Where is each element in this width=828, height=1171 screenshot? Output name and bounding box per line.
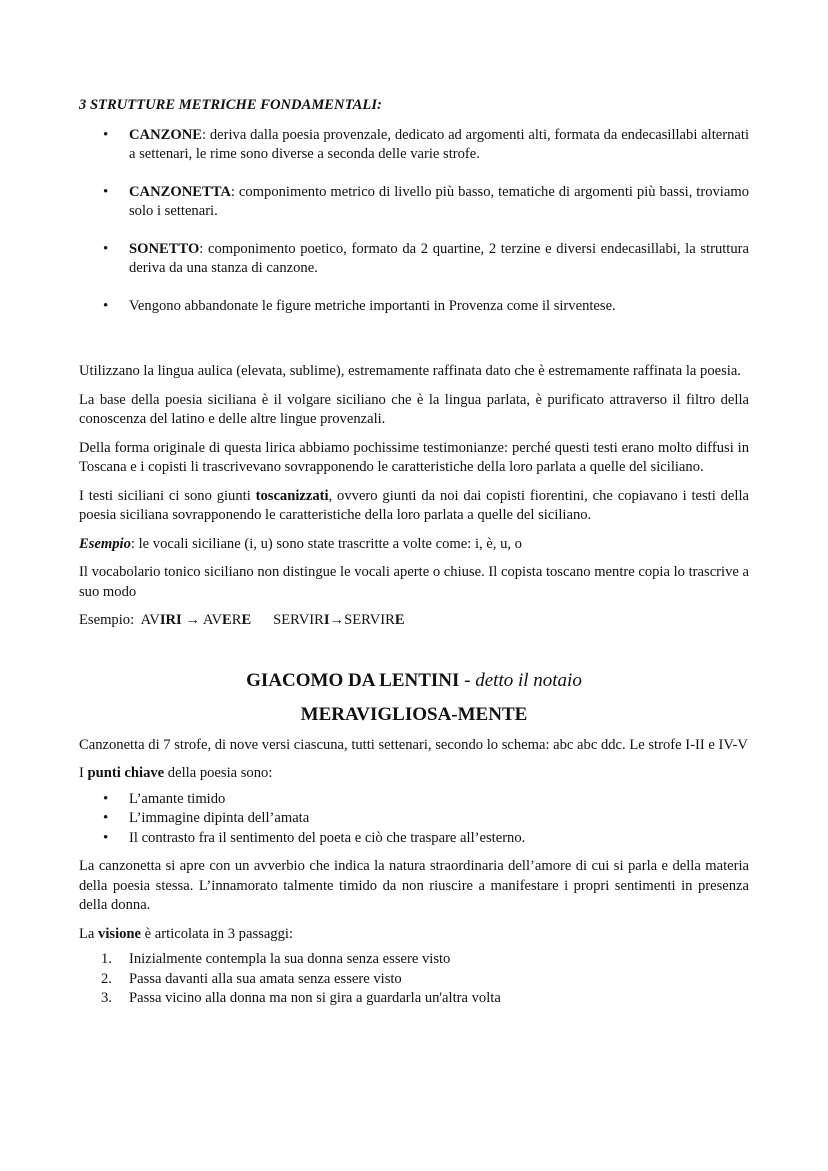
list-item-text: : deriva dalla poesia provenzale, dedicato ad argomenti alti, formata da endecasillabi alternati a settenari, le rime sono diverse a seconda delle varie strofe. xyxy=(129,126,749,162)
example-label: Esempio: xyxy=(79,612,141,628)
list-item-text: Passa vicino alla donna ma non si gira a guardarla un'altra volta xyxy=(129,990,501,1006)
paragraph-esempio-vocali xyxy=(79,535,749,555)
list-item xyxy=(79,970,749,990)
paragraph-intro: Canzonetta di 7 strofe, di nove versi ciascuna, tutti settenari, secondo lo schema: abc abc ddc. Le strofe I-II e IV-V xyxy=(79,736,748,753)
paragraph-toscanizzati xyxy=(79,487,749,526)
paragraph-volgare: La base della poesia siciliana è il volgare siciliano che è la lingua parlata, è purificato attraverso il filtro della conoscenza del latino e delle altre lingue provenzali. xyxy=(79,391,749,427)
text-run: , ovvero giunti da noi dai copisti fiorentini, che copiavano i testi della poesia siciliana sovrapponendo le caratteristiche della loro parlata a quelle del siciliano. xyxy=(79,487,749,523)
arrow-glyph: → xyxy=(181,612,203,628)
list-item xyxy=(79,829,749,849)
list-item-text: : componimento poetico, formato da 2 quartine, 2 terzine e diversi endecasillabi, la struttura deriva da una stanza di canzone. xyxy=(129,240,749,276)
term-canzone: CANZONE xyxy=(129,126,202,143)
list-item-text: L’amante timido xyxy=(129,790,226,807)
text-run: I xyxy=(79,765,88,781)
paragraph-keypoints-intro xyxy=(79,764,749,784)
text-run: R xyxy=(231,612,242,628)
text-run: AV xyxy=(202,612,223,628)
poem-title: MERAVIGLIOSA-MENTE xyxy=(300,703,528,725)
bold-run: IRI xyxy=(159,612,182,628)
list-item-text: Vengono abbandonate le figure metriche importanti in Provenza come il sirventese. xyxy=(129,297,616,314)
bold-run: E xyxy=(394,612,405,628)
text-run: : le vocali siciliane (i, u) sono state trascritte a volte come: i, è, u, o xyxy=(130,535,522,552)
bold-run: E xyxy=(241,612,252,628)
list-item xyxy=(79,989,749,1009)
section-heading: 3 STRUTTURE METRICHE FONDAMENTALI: xyxy=(79,97,382,113)
list-item xyxy=(79,126,749,165)
bold-term: punti chiave xyxy=(87,765,165,781)
text-run: AV xyxy=(140,612,160,628)
list-item xyxy=(79,950,749,970)
list-item xyxy=(79,809,749,829)
paragraph-canzonetta: La canzonetta si apre con un avverbio che indica la natura straordinaria dell’amore di cui si parla e della materia della poesia stessa. L’innamorato talmente timido da non riuscire a manifestare i propri sentimenti in presenza della donna. xyxy=(79,858,749,913)
bold-run: I xyxy=(323,612,330,628)
paragraph-visione-intro xyxy=(79,925,749,945)
list-item-text: Il contrasto fra il sentimento del poeta e ciò che traspare all’esterno. xyxy=(129,829,526,846)
text-run: SERVIR xyxy=(344,612,395,628)
list-item-text: Inizialmente contempla la sua donna senza essere visto xyxy=(129,951,451,967)
list-number: 1. xyxy=(101,951,112,967)
keypoints-list xyxy=(79,790,749,849)
metric-structures-list xyxy=(79,126,749,317)
text-run: è articolata in 3 passaggi: xyxy=(141,925,293,942)
list-number: 2. xyxy=(101,970,112,987)
text-run: SERVIR xyxy=(273,612,324,628)
list-number: 3. xyxy=(101,990,112,1006)
bold-run: E xyxy=(222,612,232,628)
example-label: Esempio xyxy=(79,535,131,552)
list-item xyxy=(79,183,749,222)
paragraph-lingua-aulica: Utilizzano la lingua aulica (elevata, sublime), estremamente raffinata dato che è estremamente raffinata la poesia. xyxy=(79,363,741,379)
title-sub: - detto il notaio xyxy=(459,669,582,691)
text-run: della poesia sono: xyxy=(164,765,273,781)
text-run: I testi siciliani ci sono giunti xyxy=(79,487,256,504)
term-sonetto: SONETTO xyxy=(129,240,200,257)
arrow-glyph: → xyxy=(329,612,345,628)
list-item xyxy=(79,240,749,279)
paragraph-testimonianze: Della forma originale di questa lirica abbiamo pochissime testimonianze: perché questi testi erano molto diffusi in Toscana e i copisti li trascrivevano sovrapponendo le caratteristiche della loro parlata a quelle del siciliano. xyxy=(79,439,749,475)
bold-term: visione xyxy=(98,925,142,942)
title-main: GIACOMO DA LENTINI xyxy=(246,669,460,691)
list-item xyxy=(79,297,749,317)
vision-steps-list xyxy=(79,950,749,1009)
spacer xyxy=(251,612,273,628)
bold-term: toscanizzati xyxy=(255,487,329,504)
term-canzonetta: CANZONETTA xyxy=(129,183,231,200)
list-item-text: Passa davanti alla sua amata senza essere visto xyxy=(129,970,402,987)
text-run: La xyxy=(79,925,99,942)
example-line xyxy=(79,611,749,631)
paragraph-vocabolario: Il vocabolario tonico siciliano non distingue le vocali aperte o chiuse. Il copista toscano mentre copia lo trascrive a suo modo xyxy=(79,564,749,600)
list-item-text: L’immagine dipinta dell’amata xyxy=(129,810,310,826)
section-title xyxy=(79,668,749,694)
list-item-text: : componimento metrico di livello più basso, tematiche di argomenti più bassi, troviamo solo i settenari. xyxy=(129,183,749,219)
list-item xyxy=(79,790,749,810)
document-page xyxy=(79,96,749,1009)
